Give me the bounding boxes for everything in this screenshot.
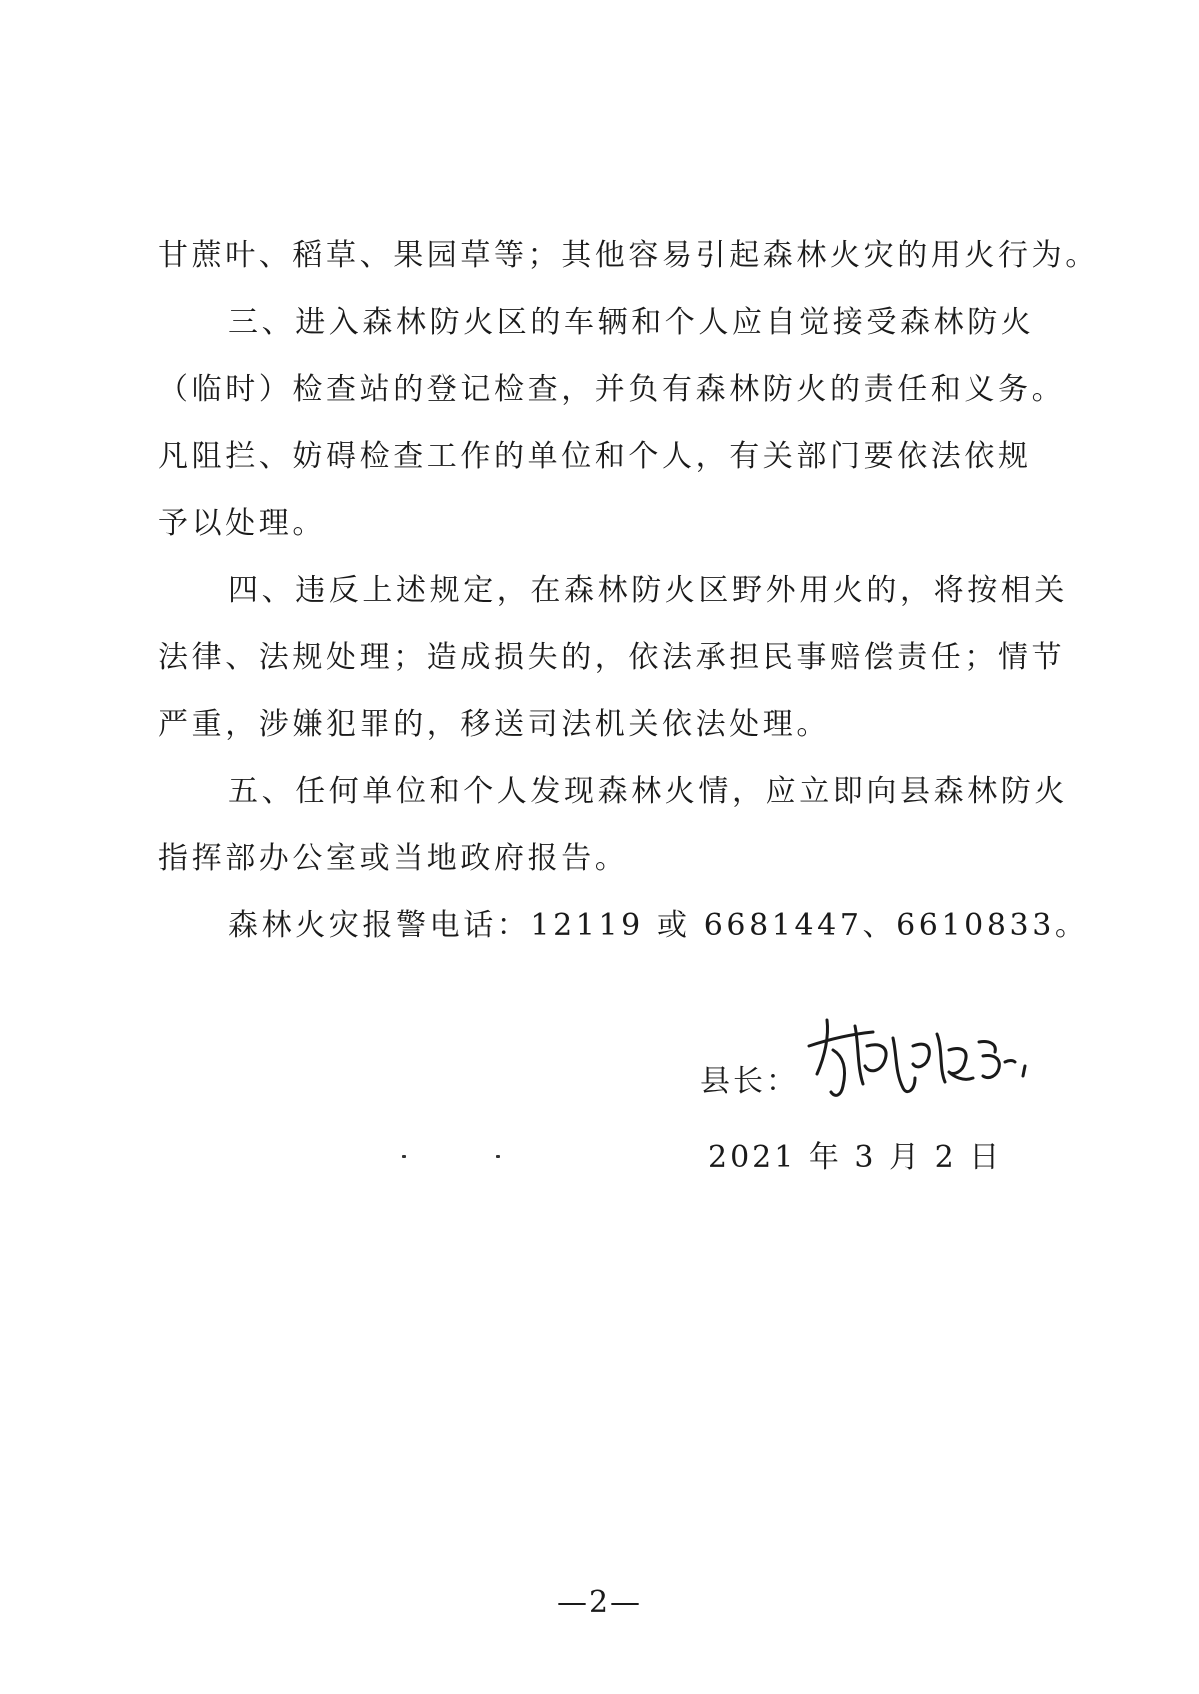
scan-speck — [496, 1155, 500, 1158]
body-text — [158, 222, 1099, 959]
handwritten-signature — [803, 1016, 1033, 1106]
text-line-10: 指挥部办公室或当地政府报告。 — [158, 841, 629, 876]
signature-label: 县长： — [700, 1064, 799, 1099]
page-number: —2— — [556, 1585, 643, 1620]
scan-specks — [0, 1155, 1199, 1165]
text-line-4: 凡阻拦、妨碍检查工作的单位和个人，有关部门要依法依规 — [158, 439, 1032, 474]
text-line-6: 四、违反上述规定，在森林防火区野外用火的，将按相关 — [228, 573, 1068, 608]
scan-speck — [402, 1155, 406, 1158]
text-line-8: 严重，涉嫌犯罪的，移送司法机关依法处理。 — [158, 707, 830, 742]
text-line-9: 五、任何单位和个人发现森林火情，应立即向县森林防火 — [228, 774, 1068, 809]
text-line-5: 予以处理。 — [158, 506, 326, 541]
text-line-7: 法律、法规处理；造成损失的，依法承担民事赔偿责任；情节 — [158, 640, 1066, 675]
document-date: 2021 年 3 月 2 日 — [708, 1140, 1003, 1175]
text-line-3: （临时）检查站的登记检查，并负有森林防火的责任和义务。 — [158, 372, 1066, 407]
text-line-2: 三、进入森林防火区的车辆和个人应自觉接受森林防火 — [228, 305, 1035, 340]
fire-hotline-line: 森林火灾报警电话：12119 或 6681447、6610833。 — [228, 908, 1089, 943]
text-line-1: 甘蔗叶、稻草、果园草等；其他容易引起森林火灾的用火行为。 — [158, 238, 1099, 273]
signature-block — [700, 1032, 1033, 1102]
